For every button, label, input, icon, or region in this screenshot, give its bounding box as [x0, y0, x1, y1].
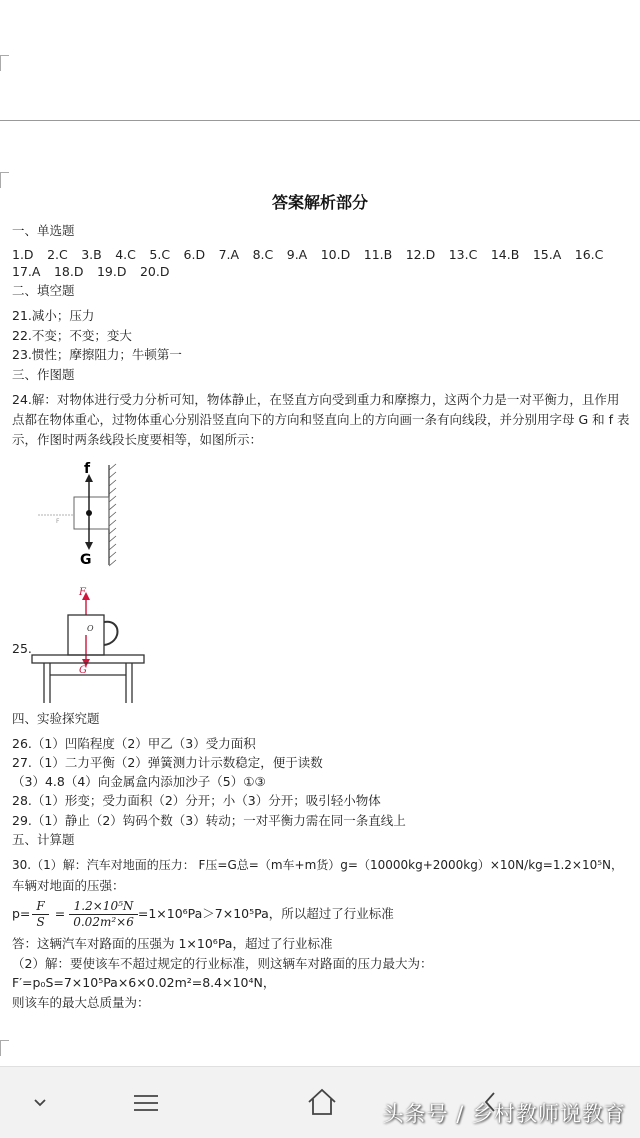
- answer-line: 27.（1）二力平衡（2）弹簧测力计示数稳定，便于读数: [12, 755, 323, 770]
- question-number: 25.: [12, 641, 32, 656]
- answer-line: 23.惯性；摩擦阻力；牛顿第一: [12, 347, 182, 362]
- fig24-g-label-wrap: [76, 546, 96, 570]
- section-heading: 二、填空题: [12, 283, 75, 298]
- menu-icon: [132, 1092, 160, 1114]
- fraction-numerator: 1.2×10⁵N: [69, 899, 138, 915]
- fig25-f-label: F: [79, 587, 86, 598]
- mcq-answer: 17.A: [12, 264, 41, 279]
- answer-line: 29.（1）静止（2）钩码个数（3）转动；一对平衡力需在同一条直线上: [12, 813, 406, 828]
- mcq-answer: 12.D: [405, 247, 436, 262]
- mcq-answer: 14.B: [490, 247, 520, 262]
- doc-title: 答案解析部分: [271, 193, 368, 212]
- mcq-answer: 8.C: [252, 247, 274, 262]
- answer-line: 22.不变；不变；变大: [12, 328, 132, 343]
- calc-line: 车辆对地面的压强：: [12, 878, 125, 893]
- mcq-answers-row: [12, 247, 617, 262]
- calc-line: 则该车的最大总质量为：: [12, 995, 150, 1010]
- page-separator: [0, 120, 640, 121]
- mcq-answer: 10.D: [320, 247, 351, 262]
- mcq-answer: 2.C: [47, 247, 68, 262]
- home-button[interactable]: [302, 1083, 342, 1121]
- mcq-answer: 5.C: [149, 247, 171, 262]
- mcq-answer: 3.B: [81, 247, 102, 262]
- calc-line: （2）解：要使该车不超过规定的行业标准，则这辆车对路面的压力最大为：: [12, 956, 433, 971]
- mcq-answer: 19.D: [96, 264, 127, 279]
- mcq-answer: 11.B: [363, 247, 393, 262]
- fraction-f-over-s: [32, 899, 48, 930]
- section-heading: 一、单选题: [12, 223, 75, 238]
- mcq-answer: 18.D: [53, 264, 84, 279]
- mcq-answers-row: [12, 264, 183, 279]
- fraction-denominator: 0.02m²×6: [73, 914, 134, 929]
- mcq-answer: 9.A: [286, 247, 308, 262]
- mcq-answer: 13.C: [448, 247, 478, 262]
- section-heading: 五、计算题: [12, 832, 75, 847]
- fraction-denominator: S: [36, 914, 45, 929]
- mcq-answer: 15.A: [532, 247, 562, 262]
- fig24-f-label: f: [84, 461, 91, 477]
- mcq-answer: 20.D: [139, 264, 170, 279]
- q24-solution: 24.解：对物体进行受力分析可知，物体静止，在竖直方向受到重力和摩擦力，这两个力是一对平衡力，且作用点都在物体重心，过物体重心分别沿竖直向下的方向和竖直向上的方向画一条有向线段，并分别用字母 G 和 f 表示，作图时两条线段长度要相等，如图所示：: [12, 392, 630, 447]
- fig25-g-label: G: [79, 665, 87, 676]
- calc-line: 30.（1）解：汽车对地面的压力： F压=G总=（m车+m货）g=（10000kg+2000kg）×10N/kg=1.2×10⁵N，: [12, 858, 624, 872]
- calc-line: F′=p₀S=7×10⁵Pa×6×0.02m²=8.4×10⁴N，: [12, 975, 276, 990]
- fig24-push-label: F: [56, 518, 60, 525]
- collapse-button[interactable]: [26, 1089, 54, 1117]
- page-corner-mark: [0, 55, 9, 71]
- fraction-values: [69, 899, 138, 930]
- mcq-answer: 7.A: [218, 247, 240, 262]
- fig25-o-label: O: [87, 624, 94, 633]
- chevron-down-icon: [32, 1098, 48, 1108]
- answer-line: 28.（1）形变；受力面积（2）分开；小（3）分开；吸引轻小物体: [12, 793, 381, 808]
- figure-25-diagram: [30, 585, 150, 707]
- mcq-answer: 1.D: [12, 247, 34, 262]
- watermark: 头条号 / 乡村教师说教育: [382, 1102, 626, 1126]
- home-icon: [306, 1087, 338, 1117]
- fig24-g-label: G: [80, 552, 92, 568]
- pressure-formula: [12, 896, 394, 932]
- section-heading: 三、作图题: [12, 367, 75, 382]
- page-corner-mark: [0, 172, 9, 188]
- answer-line: 21.减小；压力: [12, 308, 95, 323]
- mcq-answer: 4.C: [115, 247, 136, 262]
- calc-line: 答：这辆汽车对路面的压强为 1×10⁶Pa，超过了行业标准: [12, 936, 333, 951]
- equals-sign: =: [54, 906, 66, 921]
- answer-line: （3）4.8（4）向金属盒内添加沙子（5）①③: [12, 774, 266, 789]
- cup-handle: [104, 622, 118, 645]
- wall-hatching: [109, 464, 116, 566]
- mcq-answer: 16.C: [574, 247, 604, 262]
- center-of-gravity: [86, 510, 92, 516]
- page-corner-mark: [0, 1040, 9, 1056]
- menu-button[interactable]: [128, 1087, 164, 1119]
- mcq-answer: 6.D: [183, 247, 206, 262]
- formula-result: =1×10⁶Pa＞7×10⁵Pa，所以超过了行业标准: [137, 906, 394, 921]
- answer-line: 26.（1）凹陷程度（2）甲乙（3）受力面积: [12, 736, 256, 751]
- formula-prefix: p=: [12, 906, 31, 921]
- section-heading: 四、实验探究题: [12, 711, 100, 726]
- fraction-numerator: F: [32, 899, 48, 915]
